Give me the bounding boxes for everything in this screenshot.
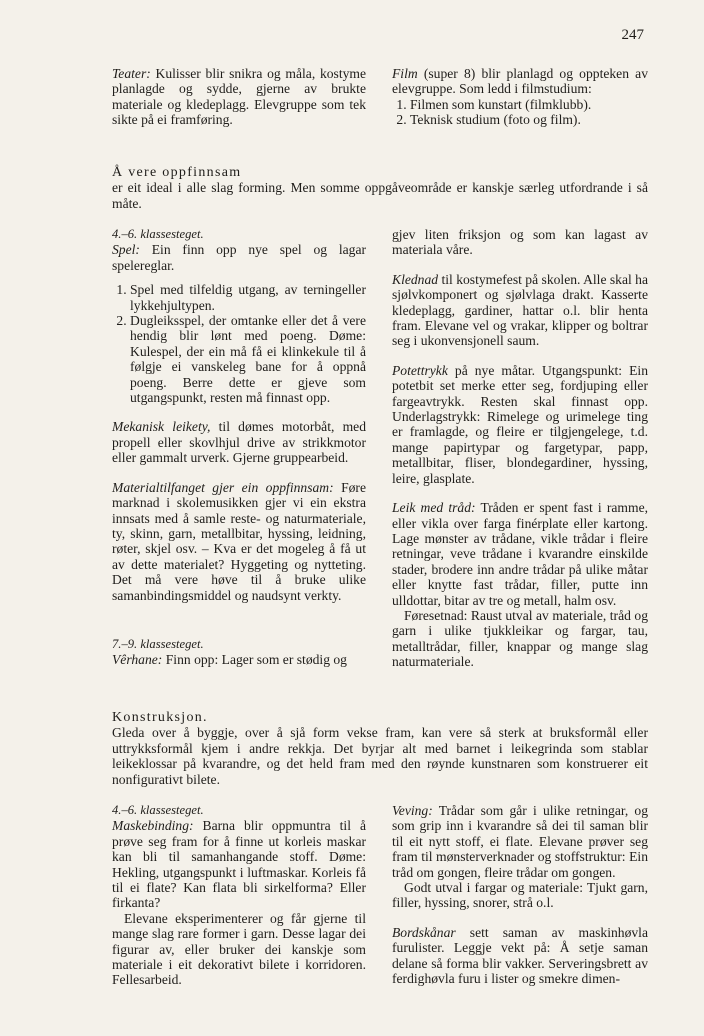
page-number: 247 xyxy=(621,27,644,43)
grade-label: 7.–9. klassesteget. xyxy=(112,637,204,651)
film-text: (super 8) blir planlagd og oppteken av elevgruppe. Som ledd i filmstudium: xyxy=(392,66,648,97)
teater-text: Kulisser blir snikra og måla, kostyme planlagde og sydde, gjerne av brukte materiale og kledeplagg. Elevgruppe som tek sikte på ei framføring. xyxy=(112,66,367,128)
oppfinnsam-right-column xyxy=(392,227,648,670)
bord-text: sett saman av maskinhøvla furulister. Leggje vekt på: Å setje saman delane så forma blir vakker. Serveringsbrett av ferdighøvla furu i lister og smekre dimen- xyxy=(392,924,648,987)
oppfinnsam-left-bottom xyxy=(112,637,366,668)
film-paragraph xyxy=(392,66,648,128)
grade-label: 4.–6. klassesteget. xyxy=(112,227,204,241)
mekanisk-label: Mekanisk leikety, xyxy=(112,419,211,435)
leik-text: Tråden er spent fast i ramme, eller vikla over farga finérplate eller kartong. Lage mønster av trådane, vikle trådar i fleire retningar, veve trådane i kvarandre einskilde stader, brodere inn andre trådar på ulike måtar eller knytte fast trådar, filler, putte inn ulldottar, bitar av tre og metall, halm osv. xyxy=(392,500,648,608)
section-heading: Å vere oppfinnsam xyxy=(112,165,242,180)
leik-label: Leik med tråd: xyxy=(392,500,476,516)
spel-list xyxy=(112,282,366,405)
veving-text-2: Godt utval i fargar og materiale: Tjukt garn, filler, hyssing, snorer, strå o.l. xyxy=(392,880,648,911)
verhane-continued: gjev liten friksjon og som kan lagast av materiala våre. xyxy=(392,227,648,258)
mekanisk-text: til dømes motorbåt, med propell eller skovlhjul drive av strikkmotor eller gammalt urverk. Gjerne gruppearbeid. xyxy=(112,419,366,466)
konstruksjon-left-column xyxy=(112,803,366,988)
kled-label: Klednad xyxy=(392,271,439,287)
section-intro: er eit ideal i alle slag forming. Men somme oppgåveområde er kanskje særleg utfordrande i så måte. xyxy=(112,180,648,211)
section-intro: Gleda over å byggje, over å sjå form vekse fram, kan vere så sterk at bruksformål eller uttrykksformål kjem i andre rekkja. Det byrjar alt med barnet i leikegrinda som stablar leikeklossar på kvarandre, og det held fram med den røynde kunstnaren som konstruerer eit nonfigurativt bilete. xyxy=(112,725,648,787)
verhane-text: Finn opp: Lager som er stødig og xyxy=(165,652,347,668)
section-oppfinnsam xyxy=(112,165,648,211)
list-item: 2. Teknisk studium (foto og film). xyxy=(410,112,648,127)
verhane-label: Vêrhane: xyxy=(112,652,163,668)
spel-text: Ein finn opp nye spel og lagar spelereglar. xyxy=(112,242,367,273)
film-label: Film xyxy=(392,66,418,81)
material-label: Materialtilfanget gjer ein oppfinnsam: xyxy=(112,479,334,495)
mask-label: Maskebinding: xyxy=(112,818,194,834)
veving-text: Trådar som går i ulike retningar, og som grip inn i kvarandre så dei til saman blir til eit nytt stoff, ei flate. Elevane prøver seg fram til mønsterverknader og stoffstruktur: Ein tråd om gongen, fleire trådar om gongen. xyxy=(392,803,648,880)
teater-label: Teater: xyxy=(112,66,151,81)
section-heading: Konstruksjon. xyxy=(112,710,208,725)
potet-label: Potettrykk xyxy=(392,362,448,378)
oppfinnsam-left-column xyxy=(112,227,366,603)
potet-text: på nye måtar. Utgangspunkt: Ein potetbit set merke etter seg, fordjuping eller fargeavtrykk. Resten skal finnast opp. Underlagstrykk: Rimelege og urimelege ting er framlagde, og fleire er tilgjengelege, t.d. mange papirtypar og fargetypar, papp, metallbitar, fliser, blondegardiner, hyssing, leire, glasplate. xyxy=(392,362,648,486)
konstruksjon-right-column xyxy=(392,803,648,986)
list-item: 2. Dugleiksspel, der omtanke eller det å vere hendig blir lønt med poeng. Døme: Kulespel, der ein må få ei klinkekule til å følgje ei vanskeleg bane for å oppnå poeng. Berre dette er gjeve som utgangspunkt, resten må finnast opp. xyxy=(130,313,366,405)
veving-label: Veving: xyxy=(392,803,433,818)
material-text: Føre marknad i skolemusikken gjer vi ein ekstra innsats med å samle reste- og naturmateriale, ty, skinn, garn, metallbitar, hyssing, leidning, røter, skjel osv. – Kva er det mogeleg å få ut av dette materialet? Hyggeting og nytteting. Det må vere høve til å bruke ulike samanbindingsmiddel og naudsynt verkty. xyxy=(112,479,366,603)
section-konstruksjon xyxy=(112,710,648,787)
teater-paragraph xyxy=(112,66,366,128)
bord-label: Bordskånar xyxy=(392,924,456,940)
mask-text-2: Elevane eksperimenterer og får gjerne til mange slag rare former i garn. Desse lagar dei figurar av, eller bruker dei kanskje som materiale i eit dekorativt bilete i korridoren. Fellesarbeid. xyxy=(112,910,366,988)
mask-text: Barna blir oppmuntra til å prøve seg fram for å finne ut korleis maskar kan bli til samanhangande stoff. Døme: Hekling, utgangspunkt i luftmaskar. Korleis få til ei flate? Kan flata bli sirkelforma? Eller firkanta? xyxy=(112,818,366,911)
kled-text: til kostymefest på skolen. Alle skal ha sjølvkomponert og sjølvlaga drakt. Kasserte kledeplagg, gardiner, hattar o.l. blir henta fram. Elevane vel og vrakar, klipper og boltrar seg i ukonvensjonell saum. xyxy=(392,271,648,349)
leik-text-2: Føresetnad: Raust utval av materiale, tråd og garn i ulike tjukkleikar og fargar, tau, metalltrådar, filler, knappar og mange slag naturmateriale. xyxy=(392,607,648,670)
spel-label: Spel: xyxy=(112,242,140,258)
film-list xyxy=(392,97,648,128)
grade-label: 4.–6. klassesteget. xyxy=(112,803,204,817)
list-item: 1. Filmen som kunstart (filmklubb). xyxy=(410,97,648,112)
list-item: 1. Spel med tilfeldig utgang, av terningeller lykkehjultypen. xyxy=(130,282,366,313)
